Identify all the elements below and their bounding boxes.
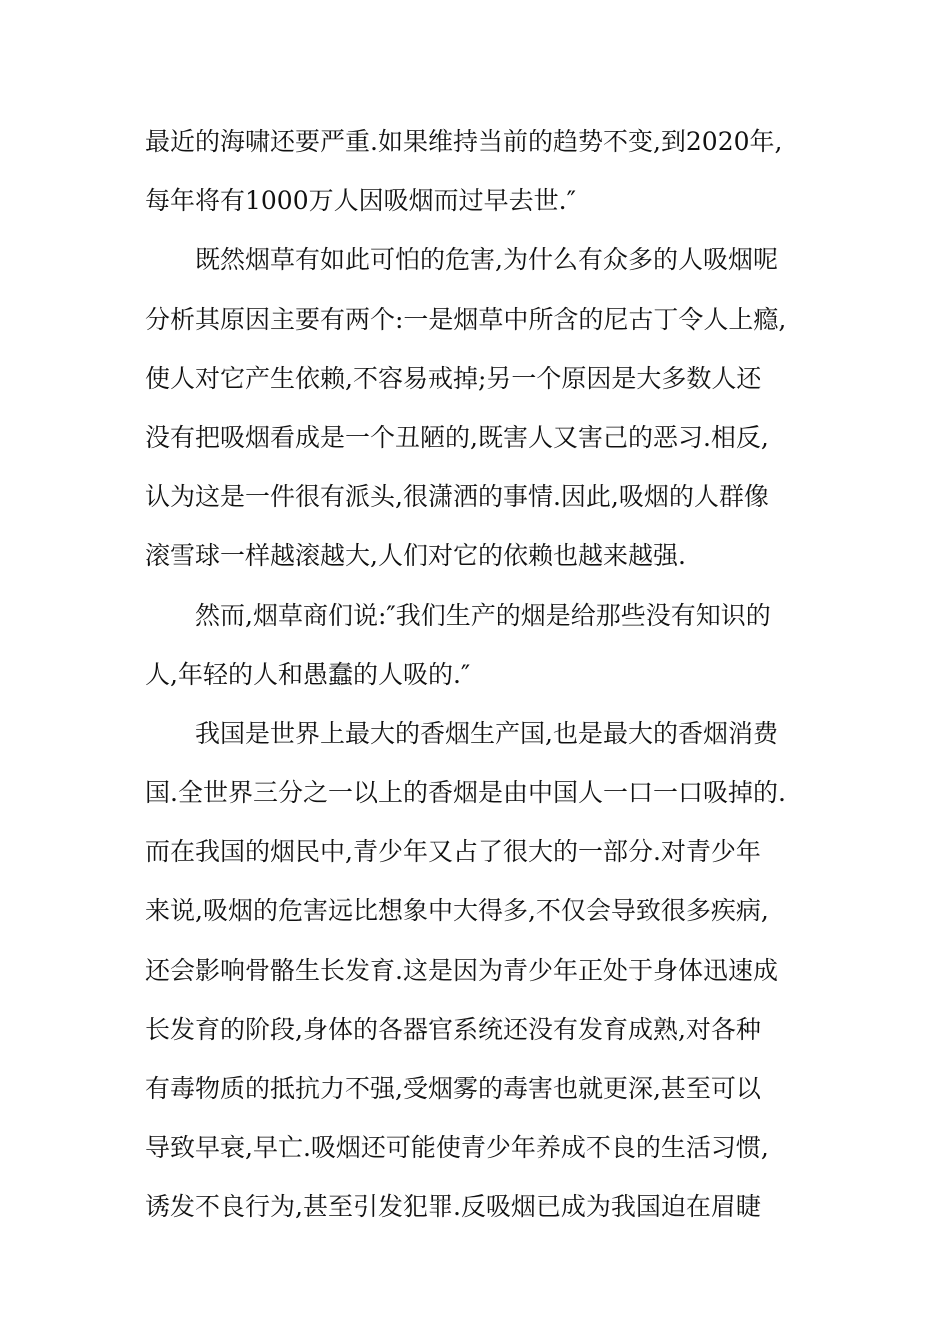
text-line: 有毒物质的抵抗力不强,受烟雾的毒害也就更深,甚至可以 <box>145 1074 761 1103</box>
text-line: 诱发不良行为,甚至引发犯罪.反吸烟已成为我国迫在眉睫 <box>145 1192 761 1222</box>
paragraph-start-line: 然而,烟草商们说:″我们生产的烟是给那些没有知识的 <box>195 600 771 630</box>
text-line: 国.全世界三分之一以上的香烟是由中国人一口一口吸掉的. <box>145 778 786 808</box>
text-line: 最近的海啸还要严重.如果维持当前的趋势不变,到2020年, <box>145 127 783 156</box>
text-line: 来说,吸烟的危害远比想象中大得多,不仅会导致很多疾病, <box>145 896 769 926</box>
text-line: 导致早衰,早亡.吸烟还可能使青少年养成不良的生活习惯, <box>145 1133 769 1163</box>
text-line: 使人对它产生依赖,不容易戒掉;另一个原因是大多数人还 <box>145 363 762 393</box>
text-line: 人,年轻的人和愚蠢的人吸的.″ <box>145 659 471 689</box>
text-line: 分析其原因主要有两个:一是烟草中所含的尼古丁令人上瘾, <box>145 304 787 334</box>
text-line: 而在我国的烟民中,青少年又占了很大的一部分.对青少年 <box>145 837 761 867</box>
text-line: 每年将有1000万人因吸烟而过早去世.″ <box>145 186 576 216</box>
body-text <box>145 112 825 1237</box>
text-line: 长发育的阶段,身体的各器官系统还没有发育成熟,对各种 <box>145 1014 761 1044</box>
text-line: 还会影响骨骼生长发育.这是因为青少年正处于身体迅速成 <box>145 955 778 985</box>
text-line: 认为这是一件很有派头,很潇洒的事情.因此,吸烟的人群像 <box>145 482 769 512</box>
paragraph-start-line: 我国是世界上最大的香烟生产国,也是最大的香烟消费 <box>195 718 778 748</box>
text-line: 没有把吸烟看成是一个丑陋的,既害人又害己的恶习.相反, <box>145 422 769 452</box>
paragraph-start-line: 既然烟草有如此可怕的危害,为什么有众多的人吸烟呢 <box>195 245 778 275</box>
text-line: 滚雪球一样越滚越大,人们对它的依赖也越来越强. <box>145 541 686 571</box>
